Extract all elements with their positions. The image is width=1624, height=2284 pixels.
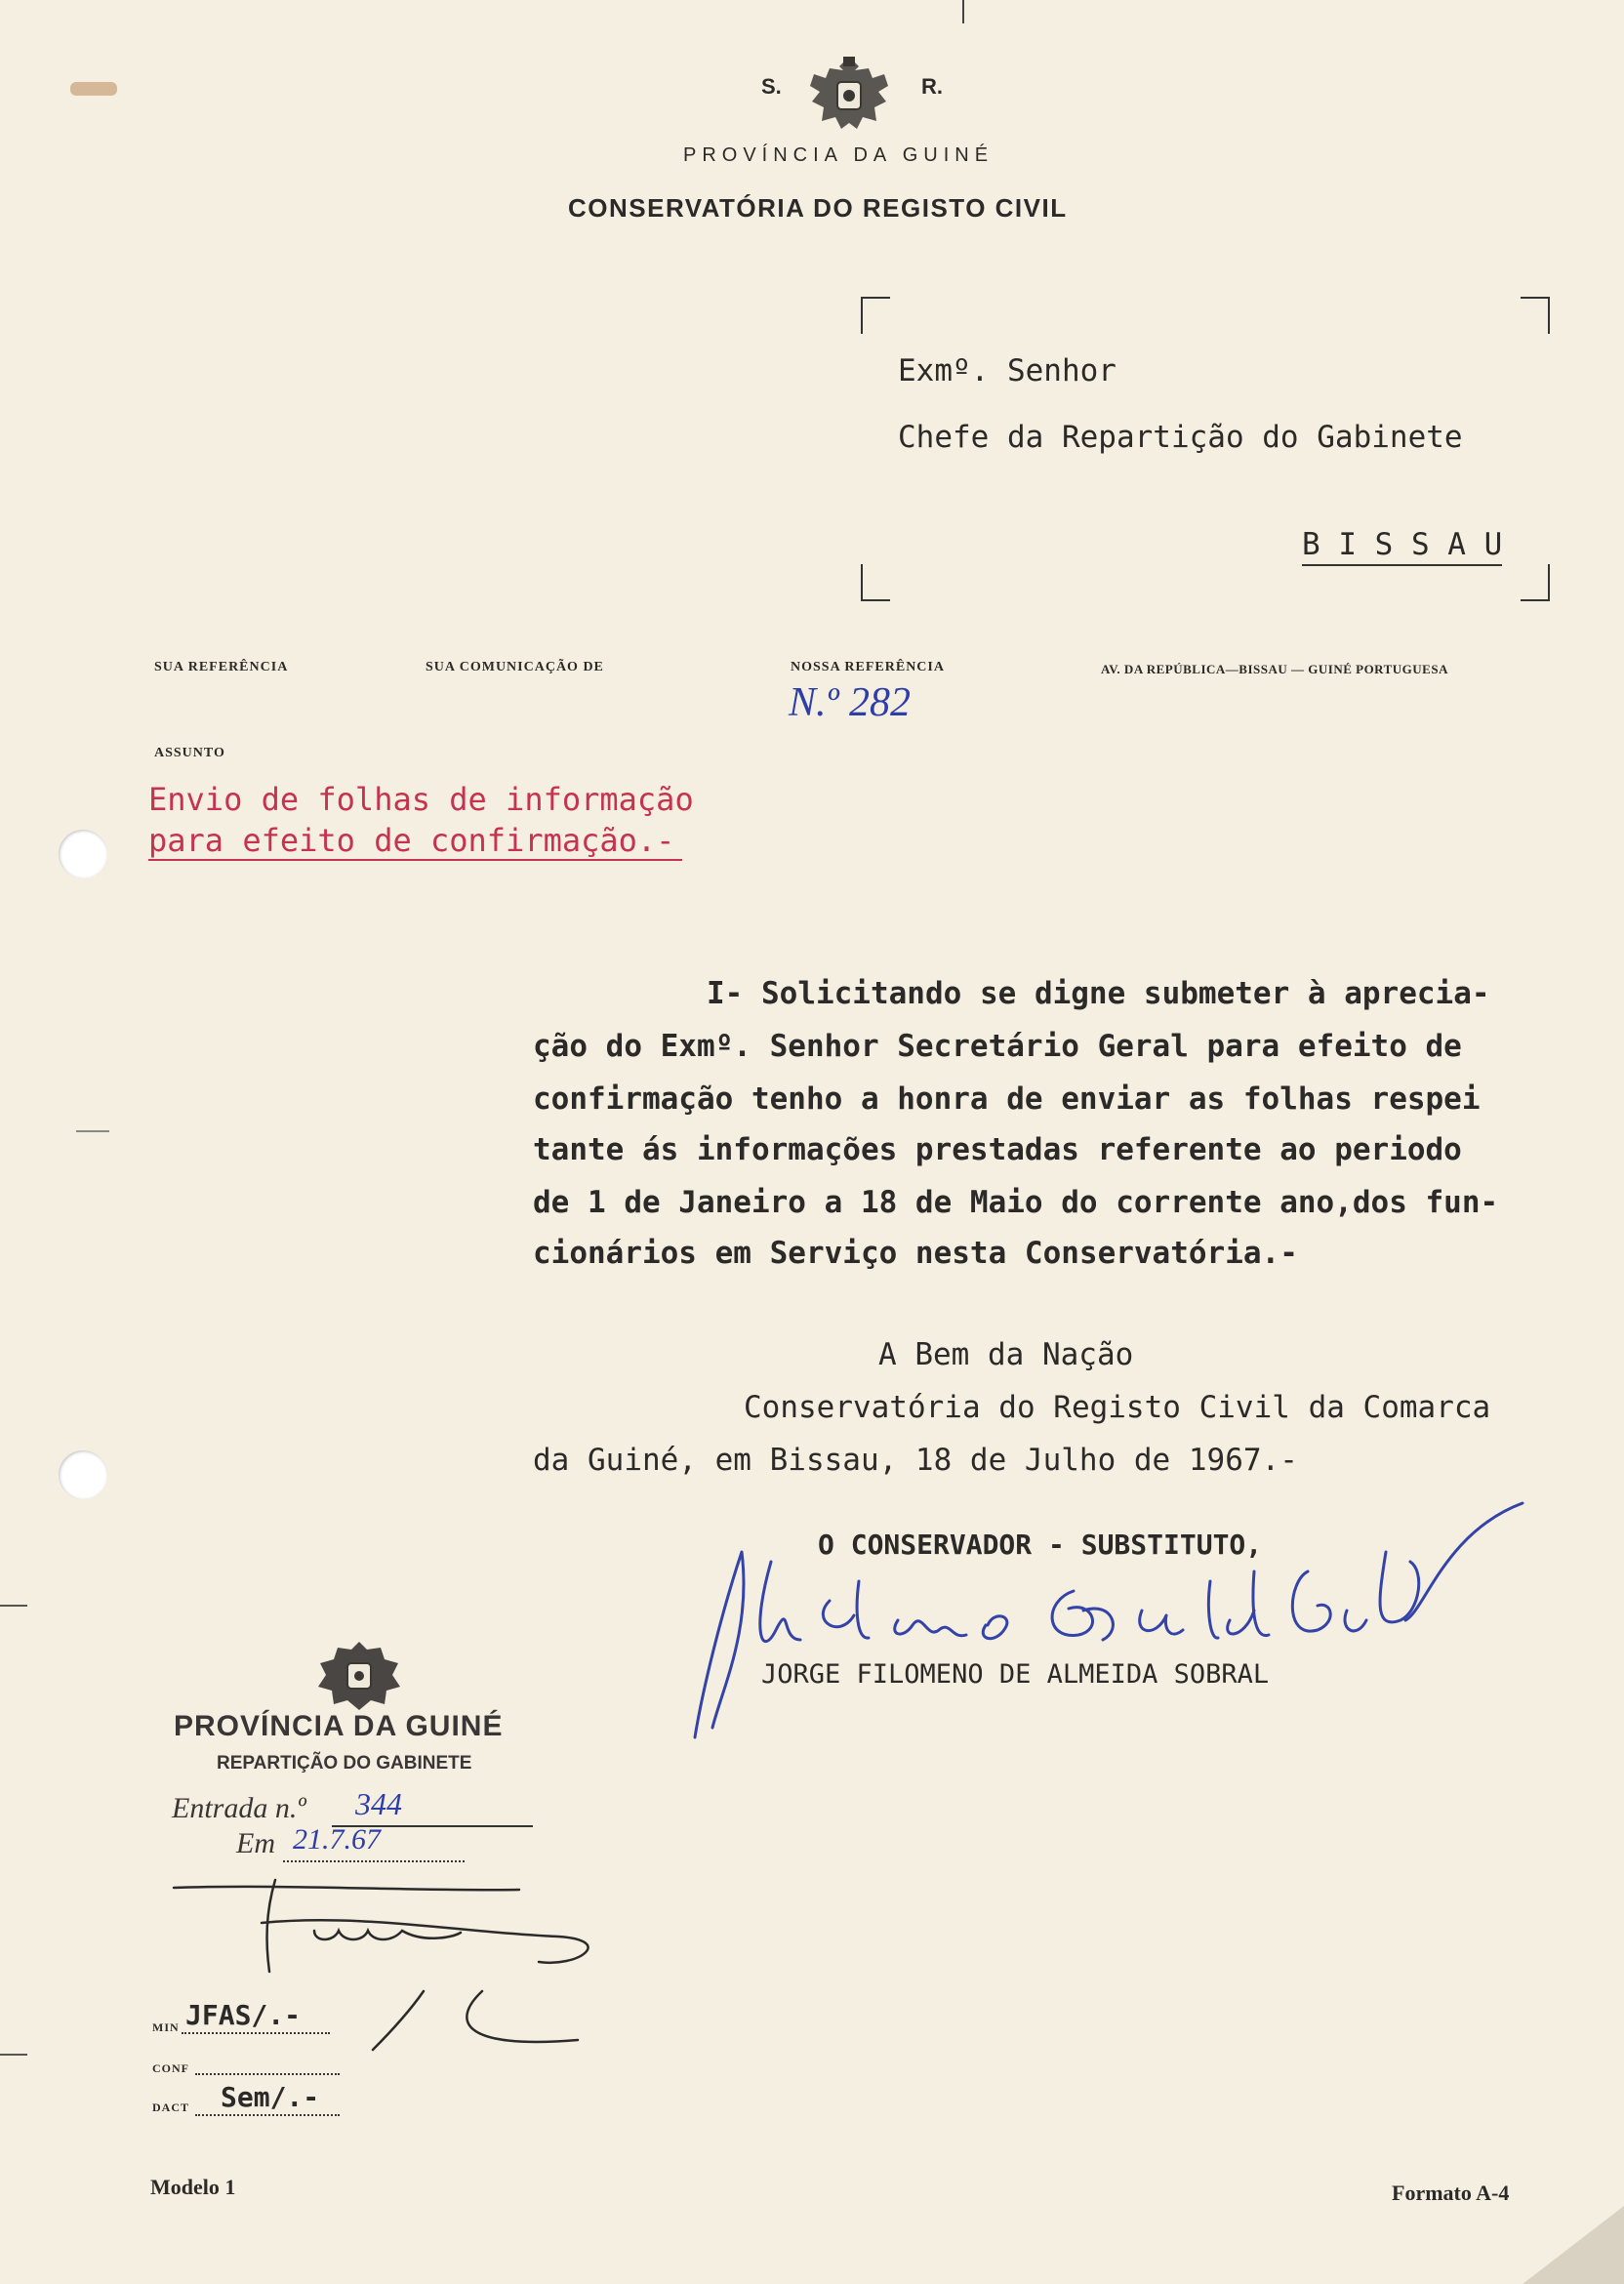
- letterhead-r: R.: [921, 74, 943, 99]
- dact-label: DACT: [152, 2100, 190, 2114]
- nossa-referencia-label: NOSSA REFERÊNCIA: [791, 660, 945, 674]
- stamp-entrada-value: 344: [355, 1786, 402, 1821]
- rubric-scribble: [168, 1874, 636, 2063]
- addressee-salutation: Exmº. Senhor: [898, 353, 1116, 388]
- address-bracket-bottom-right: [1521, 564, 1550, 601]
- stamp-province: PROVÍNCIA DA GUINÉ: [174, 1710, 504, 1742]
- signer-title: O CONSERVADOR - SUBSTITUTO,: [818, 1529, 1263, 1561]
- conf-label: CONF: [152, 2061, 189, 2075]
- closing-line-1: A Bem da Nação: [878, 1337, 1134, 1372]
- body-line-5: de 1 de Janeiro a 18 de Maio do corrente ano,dos fun-: [533, 1185, 1499, 1220]
- body-line-6: cionários em Serviço nesta Conservatória.-: [533, 1236, 1298, 1271]
- address-bracket-top-left: [861, 297, 890, 334]
- stamp-emblem-icon: [310, 1636, 408, 1718]
- addressee-position: Chefe da Repartição do Gabinete: [898, 420, 1463, 455]
- stamp-em-label: Em: [236, 1827, 275, 1859]
- punch-hole-top: [59, 830, 107, 878]
- body-line-2: ção do Exmº. Senhor Secretário Geral para efeito de: [533, 1029, 1462, 1064]
- margin-tick-3: [76, 1130, 109, 1132]
- min-underline: [182, 2032, 330, 2034]
- top-fold-mark: [962, 0, 964, 23]
- letterhead-province: PROVÍNCIA DA GUINÉ: [683, 144, 995, 166]
- address-bracket-bottom-left: [861, 564, 890, 601]
- min-label: MIN: [152, 2020, 180, 2034]
- margin-tick-2: [0, 2054, 27, 2056]
- stamp-department: REPARTIÇÃO DO GABINETE: [217, 1753, 472, 1774]
- subject-line-2: para efeito de confirmação.-: [148, 822, 682, 861]
- signature-drawing: [683, 1493, 1542, 1751]
- office-address: AV. DA REPÚBLICA—BISSAU — GUINÉ PORTUGUESA: [1101, 662, 1448, 676]
- dact-value: Sem/.-: [221, 2081, 320, 2113]
- stamp-entrada-label: Entrada n.º: [172, 1792, 306, 1824]
- stamp-em-value: 21.7.67: [293, 1823, 381, 1856]
- assunto-label: ASSUNTO: [154, 746, 225, 760]
- sua-referencia-label: SUA REFERÊNCIA: [154, 660, 289, 674]
- margin-tick-1: [0, 1605, 27, 1607]
- signer-name: JORGE FILOMENO DE ALMEIDA SOBRAL: [761, 1659, 1270, 1690]
- body-line-3: confirmação tenho a honra de enviar as folhas respei: [533, 1081, 1481, 1117]
- corner-fold: [1522, 2206, 1624, 2284]
- letterhead-s: S.: [761, 74, 782, 99]
- body-line-4: tante ás informações prestadas referente ao periodo: [533, 1132, 1462, 1167]
- addressee-city: B I S S A U: [1302, 527, 1502, 566]
- dact-underline: [195, 2114, 340, 2116]
- punch-hole-bottom: [59, 1450, 107, 1499]
- address-bracket-top-right: [1521, 297, 1550, 334]
- subject-line-1: Envio de folhas de informação: [148, 781, 694, 818]
- footer-modelo: Modelo 1: [150, 2175, 236, 2199]
- letterhead-office: CONSERVATÓRIA DO REGISTO CIVIL: [568, 193, 1068, 223]
- closing-line-2: Conservatória do Registo Civil da Comarca: [744, 1390, 1491, 1425]
- rust-mark: [70, 82, 117, 96]
- min-value: JFAS/.-: [185, 1999, 302, 2031]
- nossa-referencia-value: N.º 282: [789, 680, 912, 725]
- stamp-em-underline: [283, 1860, 465, 1862]
- closing-line-3: da Guiné, em Bissau, 18 de Julho de 1967.-: [533, 1443, 1298, 1478]
- sua-comunicacao-label: SUA COMUNICAÇÃO DE: [426, 660, 604, 674]
- conf-underline: [195, 2073, 340, 2075]
- body-line-1: I- Solicitando se digne submeter à aprecia-: [707, 976, 1490, 1011]
- footer-formato: Formato A-4: [1392, 2181, 1510, 2205]
- coat-of-arms-icon: [800, 53, 898, 139]
